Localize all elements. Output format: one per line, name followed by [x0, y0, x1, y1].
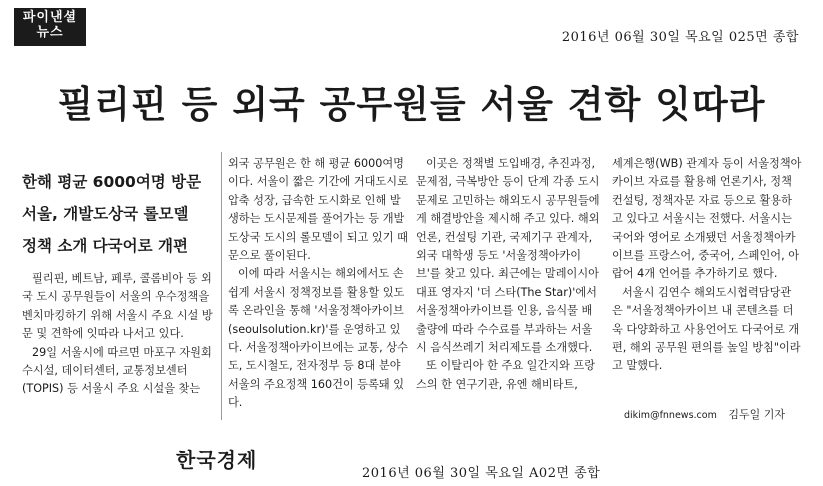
- reporter-email: dikim@fnnews.com: [624, 410, 717, 421]
- paragraph: 외국 공무원은 한 해 평균 6000여명이다. 서울이 짧은 기간에 거대도시로 압축 성장, 급속한 도시화로 인해 발생하는 도시문제를 풀어가는 등 개발도상국 도시의 롤모델이 되고 있기 때문으로 풀이된다.: [228, 157, 408, 263]
- article-column-4: [612, 155, 802, 376]
- logo-line-1: 파이낸셜: [22, 10, 78, 25]
- bottom-dateline: 2016년 06월 30일 목요일 A02면 종합: [362, 466, 601, 481]
- subhead-line: 한해 평균 6000여명 방문: [22, 173, 202, 191]
- paragraph: 필리핀, 베트남, 페루, 콜롬비아 등 외국 도시 공무원들이 서울의 우수정책을 벤치마킹하기 위해 서울시 주요 시설 방문 및 견학에 잇따라 나서고 있다.: [22, 272, 213, 341]
- subhead-line: 정책 소개 다국어로 개편: [22, 237, 188, 255]
- paragraph: 서울시 김연수 해외도시협력담당관은 "서울정책아카이브 내 콘텐츠를 더욱 다양화하고 사용언어도 다국어로 개편, 해외 공무원 편의를 높일 방침"이라고 말했다.: [612, 285, 801, 373]
- subhead-line: 서울, 개발도상국 롤모델: [22, 205, 189, 223]
- paragraph: 또 이탈리아 한 주요 일간지와 프랑스의 한 연구기관, 유엔 해비타트,: [416, 359, 596, 391]
- article-subhead: [22, 166, 212, 262]
- article-column-2: [228, 155, 410, 413]
- article-column-1: [22, 270, 216, 399]
- paragraph: 이곳은 정책별 도입배경, 추진과정, 문제점, 극복방안 등이 단계 각종 도시문제로 고민하는 해외도시 공무원들에게 해결방안을 제시해 주고 있다. 해외언론, 컨설팅 기관, 국제기구 관계자, 외국 대학생 등도 '서울정책아카이브'를 찾고 있다. 최근에는 말레이시아 대표 영자지 '더 스타(The Star)'에서 서울정책아카이브를 인용, 음식물 배출량에 따라 수수료를 부과하는 서울시 음식쓰레기 처리제도를 소개했다.: [416, 157, 600, 355]
- source-newspaper-name: 한국경제: [176, 448, 258, 472]
- logo-line-2: 뉴스: [36, 25, 64, 40]
- paragraph: 29일 서울시에 따르면 마포구 자원회수시설, 데이터센터, 교통정보센터(TOPIS) 등 서울시 주요 시설을 찾는: [22, 345, 212, 396]
- top-dateline: 2016년 06월 30일 목요일 025면 종합: [561, 30, 799, 45]
- paragraph: 이에 따라 서울시는 해외에서도 손쉽게 서울시 정책정보를 활용할 있도록 온라인을 통해 '서울정책아카이브(seoulsolution.kr)'를 운영하고 있다. 서울정책아카이브에는 교통, 상수도, 도시철도, 전자정부 등 8대 분야 서울의 주요정책 160건이 등록돼 있다.: [228, 267, 408, 410]
- article-headline: 필리핀 등 외국 공무원들 서울 견학 잇따라: [57, 83, 766, 126]
- article-byline: [624, 406, 785, 422]
- paragraph: 세계은행(WB) 관계자 등이 서울정책아카이브 자료를 활용해 언론기사, 정책컨설팅, 정책자문 자료 등으로 활용하고 있다고 서울시는 전했다. 서울시는 국어와 영어로 소개됐던 서울정책아카이브를 프랑스어, 중국어, 스페인어, 아랍어 4개 언어를 추가하기로 했다.: [612, 157, 802, 281]
- article-column-3: [416, 155, 600, 394]
- reporter-name: 김두일 기자: [728, 408, 785, 421]
- newspaper-logo: [14, 8, 86, 46]
- column-divider: [221, 152, 222, 420]
